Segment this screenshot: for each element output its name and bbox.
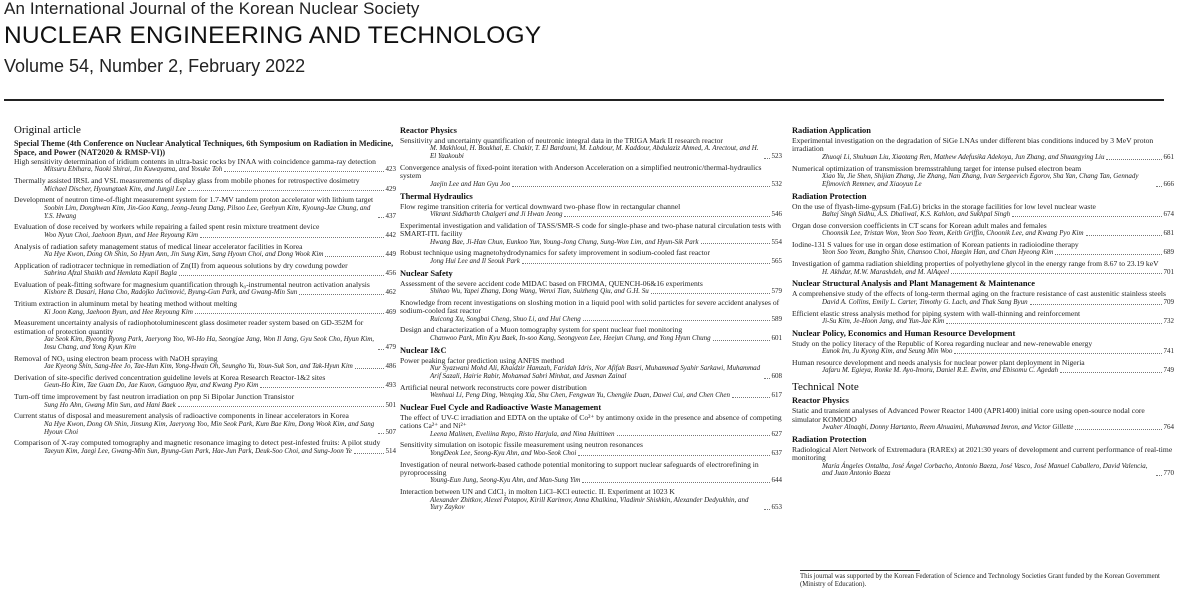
- article-authors-line: [14, 363, 396, 371]
- article-title[interactable]: Efficient elastic stress analysis method for piping system with wall-thinning and reinforcement: [792, 308, 1081, 318]
- technical-note-heading: Technical Note: [792, 381, 859, 394]
- page-number: 709: [1163, 297, 1174, 306]
- article-title[interactable]: Design and characterization of a Muon tomography system for spent nuclear fuel monitoring: [400, 325, 683, 335]
- article-authors: Geun-Ho Kim, Tae Guan Do, Jae Kuon, Ganguoo Ryu, and Kwang Pyo Kim: [44, 381, 259, 390]
- article-authors-line: [14, 289, 396, 297]
- article-authors: Sabrina Afzal Shaikh and Hemlata Kapil Bagla: [44, 269, 177, 278]
- article-authors: Ji-Su Kim, Je-Hoon Jang, and Yun-Jae Kim: [822, 317, 945, 326]
- article-authors-line: [400, 335, 782, 343]
- page-number: 429: [385, 184, 396, 193]
- leader-dots: [583, 320, 770, 321]
- article-entry[interactable]: [792, 165, 1174, 189]
- leader-dots: [764, 378, 770, 379]
- original-article-heading: Original article: [14, 124, 81, 136]
- article-authors: Taeyun Kim, Jaegi Lee, Gwang-Min Sun, Byung-Gun Park, Hae-Jun Park, Deuk-Soo Choi, and Sung-Joon Ye: [44, 446, 352, 455]
- article-authors-line: [14, 448, 396, 456]
- leader-dots: [1075, 429, 1161, 430]
- article-authors: Soobin Lim, Donghwan Kim, Jin-Goo Kang, Jeong-Jeung Dang, Pilsoo Lee, Geehyun Kim, Kyoung-Jae Chung, and Y.S. Hwang: [44, 203, 371, 220]
- article-authors-line: [14, 336, 396, 352]
- article-entry[interactable]: [14, 412, 396, 436]
- page-number: 732: [1163, 317, 1174, 326]
- article-authors-line: [400, 239, 782, 247]
- article-entry[interactable]: [792, 241, 1174, 257]
- article-entry[interactable]: [400, 414, 782, 439]
- leader-dots: [1086, 235, 1162, 236]
- article-authors: Vikrant Siddharth Chalgeri and Ji Hwan Jeong: [430, 210, 563, 219]
- article-authors: Jae Kyeong Shin, Sang-Hee Jo, Tae-Hun Kim, Yong-Hwan Oh, Seungho Yu, Youn-Suk Son, and Tak-Hyun Kim: [44, 362, 353, 371]
- article-entry[interactable]: [14, 243, 396, 259]
- page-number: 514: [385, 446, 396, 455]
- article-title[interactable]: Comparison of X-ray computed tomography and magnetic resonance imaging to detect pest-infested fruits: A pilot study: [14, 438, 381, 448]
- toc-column-2: [400, 124, 782, 515]
- leader-dots: [764, 158, 770, 159]
- article-title[interactable]: Analysis of radiation safety management status of medical linear accelerator facilities in Korea: [14, 241, 303, 251]
- article-title[interactable]: Turn-off time improvement by fast neutron irradiation on pnp Si Bipolar Junction Transistor: [14, 392, 295, 402]
- page-number: 462: [385, 288, 396, 297]
- leader-dots: [764, 509, 770, 510]
- article-title[interactable]: Tritium extraction in aluminum metal by heating method without melting: [14, 299, 238, 309]
- article-authors: María Ángeles Ontalba, José Ángel Corbacho, Antonio Baeza, José Vasco, José Manuel Caballero, David Valencia, and Juan Antonio Baeza: [822, 461, 1148, 478]
- page-number: 661: [1163, 152, 1174, 161]
- page-number: 579: [771, 287, 782, 296]
- article-entry[interactable]: [400, 326, 782, 342]
- page-number: 442: [385, 230, 396, 239]
- article-title[interactable]: Experimental investigation and validation of TASS/SMR-S code for single-phase and two-phase natural circulation tests with SMART-ITL facility: [400, 220, 781, 239]
- article-title[interactable]: Human resource development and needs analysis for nuclear power plant deployment in Nigeria: [792, 358, 1085, 368]
- article-authors-line: [792, 154, 1174, 162]
- article-authors: Jong Hui Lee and Il Seouk Park: [430, 256, 520, 265]
- article-entry[interactable]: [792, 222, 1174, 238]
- article-entry[interactable]: [14, 393, 396, 409]
- leader-dots: [179, 275, 384, 276]
- article-authors: Shihao Wu, Yapei Zhang, Dong Wang, Wenxi Tian, Suizheng Qiu, and G.H. Su: [430, 287, 649, 296]
- leader-dots: [378, 349, 384, 350]
- article-authors-line: [792, 367, 1174, 375]
- article-entry[interactable]: [400, 137, 782, 161]
- toc-column-1: [14, 124, 396, 459]
- col1-article-list: [14, 158, 396, 456]
- article-title[interactable]: Removal of NOₓ using electron beam process with NaOH spraying: [14, 353, 218, 363]
- article-authors-line: [792, 299, 1174, 307]
- section-heading: Nuclear I&C: [400, 345, 447, 355]
- article-authors: Ruicong Xu, Songbai Cheng, Shuo Li, and Hui Cheng: [430, 314, 581, 323]
- page-number: 546: [771, 210, 782, 219]
- page-number: 493: [385, 381, 396, 390]
- section-heading: Nuclear Fuel Cycle and Radioactive Waste Management: [400, 402, 602, 412]
- leader-dots: [1156, 186, 1162, 187]
- leader-dots: [1012, 216, 1161, 217]
- leader-dots: [617, 435, 770, 436]
- article-entry[interactable]: [400, 357, 782, 381]
- article-title[interactable]: Measurement uncertainty analysis of radiophotoluminescent glass dosimeter reader system based on GD-352M for estimation of protection quantity: [14, 318, 364, 336]
- article-authors: Nur Syazwani Mohd Ali, Khaidzir Hamzah, Faridah Idris, Nor Afifah Basri, Muhammad Syahir Sarkawi, Muhammad Arif Sazali, Hairie Rabir, Mohamad Sabri Minhat, and Jasman Zainal: [430, 364, 761, 380]
- article-title[interactable]: Sensitivity simulation on isotopic fissile measurement using neutron resonances: [400, 440, 643, 450]
- article-authors-line: [400, 477, 782, 485]
- article-entry[interactable]: [14, 158, 396, 174]
- article-entry[interactable]: [792, 137, 1174, 162]
- section-heading: Radiation Protection: [792, 191, 867, 201]
- article-entry[interactable]: [792, 290, 1174, 306]
- article-authors: Choonsik Lee, Tristan Won, Yeon Soo Yeom, Keith Griffin, Choonik Lee, and Kwang Pyo Kim: [822, 229, 1084, 238]
- article-title[interactable]: Sensitivity and uncertainty quantification of neutronic integral data in the TRIGA Mark II research reactor: [400, 136, 723, 145]
- article-title[interactable]: Flow regime transition criteria for vertical downward two-phase flow in rectangular channel: [400, 201, 681, 211]
- page-number: 674: [1163, 210, 1174, 219]
- article-authors-line: [400, 392, 782, 400]
- page-number: 617: [771, 391, 782, 400]
- article-title[interactable]: Development of neutron time-of-flight measurement system for 1.7-MV tandem proton accelerator with lithium target: [14, 195, 374, 205]
- article-entry[interactable]: [400, 280, 782, 296]
- article-authors: Baltej Singh Sidhu, A.S. Dhaliwal, K.S. Kahlon, and Sukhpal Singh: [822, 210, 1011, 219]
- section-heading: Nuclear Structural Analysis and Plant Management & Maintenance: [792, 279, 1035, 289]
- article-authors-line: [400, 258, 782, 266]
- article-title[interactable]: Evaluation of dose received by workers while repairing a failed spent resin mixture treatment device: [14, 222, 320, 232]
- leader-dots: [578, 455, 769, 456]
- article-authors-line: [792, 249, 1174, 257]
- article-entry[interactable]: [400, 222, 782, 247]
- page-number: 437: [385, 211, 396, 220]
- leader-dots: [701, 243, 770, 244]
- page-number: 456: [385, 269, 396, 278]
- article-authors: Jaejin Lee and Han Gyu Joo: [430, 179, 511, 188]
- page-number: 689: [1163, 248, 1174, 257]
- article-title[interactable]: Thermally assisted IRSL and VSL measurements of display glass from mobile phones for retrospective dosimetry: [14, 176, 360, 186]
- leader-dots: [732, 397, 769, 398]
- article-title[interactable]: Investigation of neural network-based cathode potential monitoring to support nuclear safeguards of electrorefining in pyroprocessing: [400, 459, 759, 478]
- leader-dots: [188, 190, 384, 191]
- article-authors-line: [400, 316, 782, 324]
- article-authors-line: [792, 173, 1174, 189]
- toc-column-3: [792, 124, 1174, 481]
- article-title[interactable]: Current status of disposal and measurement analysis of radioactive components in linear accelerators in Korea: [14, 411, 349, 421]
- society-name: An International Journal of the Korean Nuclear Society: [4, 0, 420, 18]
- article-title[interactable]: Robust technique using magnetohydrodynamics for safety improvement in sodium-cooled fast reactor: [400, 248, 711, 258]
- section-heading: Thermal Hydraulics: [400, 191, 473, 201]
- leader-dots: [713, 340, 770, 341]
- leader-dots: [1055, 254, 1161, 255]
- page-number: 554: [771, 237, 782, 246]
- page-number: 681: [1163, 229, 1174, 238]
- article-authors-line: [14, 309, 396, 317]
- article-entry[interactable]: [400, 249, 782, 265]
- leader-dots: [522, 263, 770, 264]
- page-number: 501: [385, 400, 396, 409]
- article-authors: Michael Discher, Hyoungtaek Kim, and Jungil Lee: [44, 184, 186, 193]
- article-authors-line: [400, 145, 782, 161]
- page-number: 589: [771, 314, 782, 323]
- article-authors: Na Hye Kwon, Dong Oh Shin, Jinsung Kim, Jaeryong Yoo, Min Seok Park, Kum Bae Kim, Dong Wook Kim, and Sang Hyoun Choi: [44, 419, 375, 436]
- leader-dots: [651, 293, 770, 294]
- page-number: 653: [771, 503, 782, 512]
- article-entry[interactable]: [14, 223, 396, 239]
- article-authors: Jwaher Alnaqbi, Donny Hartanto, Reem Alnuaimi, Muhammad Imron, and Victor Gillette: [822, 423, 1074, 432]
- leader-dots: [200, 237, 383, 238]
- article-authors-line: [14, 402, 396, 410]
- special-theme-text: (4th Conference on Nuclear Analytical Techniques, 6th Symposium on Radiation in Medicine, Space, and Power (NAT2020 & RMSP-VI)): [14, 139, 394, 157]
- article-authors-line: [792, 269, 1174, 277]
- page-number: 479: [385, 343, 396, 352]
- article-authors-line: [400, 431, 782, 439]
- article-authors: Young-Eun Jung, Seong-Kyu Ahn, and Man-Sung Yim: [430, 476, 581, 485]
- article-authors: YongDeok Lee, Seong-Kyu Ahn, and Woo-Seok Choi: [430, 448, 577, 457]
- leader-dots: [946, 323, 1161, 324]
- page-number: 770: [1163, 469, 1174, 478]
- article-authors: Yeon Soo Yeom, Bangho Shin, Chansoo Choi, Haegin Han, and Chan Hyeong Kim: [822, 248, 1054, 257]
- article-entry[interactable]: [14, 355, 396, 371]
- article-entry[interactable]: [14, 439, 396, 455]
- article-title[interactable]: High sensitivity determination of iridium contents in ultra-basic rocks by INAA with coincidence gamma-ray detection: [14, 157, 376, 166]
- page-number: 627: [771, 429, 782, 438]
- section-heading: Nuclear Policy, Economics and Human Resource Development: [792, 328, 1016, 338]
- section-heading: Nuclear Safety: [400, 268, 453, 278]
- article-title[interactable]: Experimental investigation on the degradation of SiGe LNAs under different bias conditions induced by 3 MeV proton irradiation: [792, 136, 1154, 154]
- page-number: 741: [1163, 347, 1174, 356]
- article-entry[interactable]: [792, 446, 1174, 478]
- leader-dots: [1030, 304, 1162, 305]
- article-authors-line: [792, 463, 1174, 479]
- article-entry[interactable]: [400, 488, 782, 512]
- article-title[interactable]: Convergence analysis of fixed-point iteration with Anderson Acceleration on a simplified neutronic/thermal-hydraulics system: [400, 163, 762, 181]
- article-entry[interactable]: [792, 203, 1174, 219]
- page-number: 507: [385, 427, 396, 436]
- article-title[interactable]: A comprehensive study of the effects of long-term thermal aging on the fracture resistance of cast austenitic stainless steels: [792, 289, 1166, 299]
- page-number: 608: [771, 371, 782, 380]
- article-title[interactable]: Derivation of site-specific derived concentration guideline levels at Korea Research Reactor-1&2 sites: [14, 373, 326, 383]
- article-entry[interactable]: [14, 319, 396, 351]
- article-authors-line: [14, 232, 396, 240]
- article-title[interactable]: The effect of UV-C irradiation and EDTA on the uptake of Co²⁺ by antimony oxide in the presence and absence of competing cations Ca²⁺ and Ni²⁺: [400, 412, 782, 431]
- leader-dots: [354, 453, 384, 454]
- article-entry[interactable]: [792, 260, 1174, 276]
- article-title[interactable]: Study on the policy literacy of the Republic of Korea regarding nuclear and new-renewable energy: [792, 338, 1093, 348]
- header-rule: [4, 99, 1164, 101]
- article-authors-line: [400, 450, 782, 458]
- article-title[interactable]: Power peaking factor prediction using ANFIS method: [400, 355, 565, 365]
- article-title[interactable]: Radiological Alert Network of Extremadura (RAREx) at 2021:30 years of development and current performance of real-time monitoring: [792, 444, 1173, 463]
- article-title[interactable]: Static and transient analyses of Advanced Power Reactor 1400 (APR1400) initial core using open-source nodal core simulator KOMODO: [792, 406, 1145, 424]
- article-authors-line: [792, 211, 1174, 219]
- article-authors: M. Makhloul, H. Boukhal, E. Chakir, T. El Bardouni, M. Lahdour, M. Kaddour, Abdulaziz Ahmed, A. Arectout, and H. El Yaakoubi: [430, 144, 759, 161]
- section-heading: Reactor Physics: [400, 126, 457, 135]
- article-authors: Mitsuru Ebihara, Naoki Shirai, Jin Kuwayama, and Yosuke Toh: [44, 165, 223, 174]
- article-authors: Xiao Yu, Jie Shen, Shijian Zhang, Jie Zhang, Nan Zhang, Ivan Sergeevich Egorov, Sha Yan, Chang Tan, Gennady Efimovich Remnev, and Xiaoyun Le: [822, 172, 1139, 188]
- article-entry[interactable]: [400, 384, 782, 400]
- article-authors: Kishore B. Dasari, Hana Cho, Radojko Jaćimović, Byung-Gun Park, and Gwang-Min Sun: [44, 288, 298, 297]
- page-number: 637: [771, 448, 782, 457]
- article-authors-line: [400, 288, 782, 296]
- page-number: 565: [771, 256, 782, 265]
- article-authors: H. Akhdar, M.W. Marashdeh, and M. AlAqeel: [822, 267, 950, 276]
- journal-title: NUCLEAR ENGINEERING AND TECHNOLOGY: [4, 22, 542, 49]
- col3-section-list: [792, 126, 1174, 375]
- article-authors: Chanwoo Park, Min Kyu Baek, In-soo Kang, Seongyeon Lee, Heejun Chung, and Yong Hyun Chung: [430, 333, 711, 342]
- page-number: 644: [771, 476, 782, 485]
- article-title[interactable]: Artificial neural network reconstructs core power distribution: [400, 382, 587, 392]
- article-title[interactable]: Organ dose conversion coefficients in CT scans for Korean adult males and females: [792, 220, 1047, 230]
- article-authors-line: [792, 318, 1174, 326]
- article-authors-line: [792, 424, 1174, 432]
- page-number: 701: [1163, 267, 1174, 276]
- article-entry[interactable]: [14, 262, 396, 278]
- article-title[interactable]: Assessment of the severe accident code MIDAC based on FROMA, QUENCH-06&16 experiments: [400, 278, 703, 288]
- leader-dots: [260, 387, 383, 388]
- leader-dots: [1060, 372, 1161, 373]
- article-title[interactable]: Iodine-131 S values for use in organ dose estimation of Korean patients in radioiodine therapy: [792, 240, 1079, 250]
- article-entry[interactable]: [14, 300, 396, 316]
- col2-section-list: [400, 126, 782, 512]
- article-entry[interactable]: [400, 461, 782, 486]
- section-heading: Reactor Physics: [792, 396, 849, 406]
- special-theme-label: Special Theme: [14, 139, 66, 148]
- article-authors: Woo Nyun Choi, Jaehoon Byun, and Hee Reyoung Kim: [44, 230, 199, 239]
- page-number: 749: [1163, 366, 1174, 375]
- leader-dots: [378, 217, 384, 218]
- article-entry[interactable]: [14, 177, 396, 193]
- article-authors-line: [400, 211, 782, 219]
- article-authors: Na Hye Kwon, Dong Oh Shin, So Hyun Ann, Jin Sung Kim, Sang Hyoun Choi, and Dong Wook Kim: [44, 250, 324, 259]
- leader-dots: [378, 433, 384, 434]
- page-number: 666: [1163, 179, 1174, 188]
- article-entry[interactable]: [400, 441, 782, 457]
- leader-dots: [582, 482, 769, 483]
- article-authors: Hwang Bae, Ji-Han Chun, Eunkoo Yun, Young-Jong Chung, Sung-Won Lim, and Hyun-Sik Park: [430, 237, 699, 246]
- article-authors-line: [400, 497, 782, 513]
- article-authors: Jae Seok Kim, Byeong Ryong Park, Jaeryong Yoo, Wi-Ho Ha, Seongjae Jang, Won Il Jang, Gyu Seok Cho, Hyun Kim, Insu Chang, and Yong Kyun Kim: [44, 335, 375, 352]
- leader-dots: [512, 186, 769, 187]
- volume-info: Volume 54, Number 2, February 2022: [4, 56, 306, 76]
- footnote: This journal was supported by the Korean Federation of Science and Technology Societies Grant funded by the Korean Government (Ministry of Education).: [800, 573, 1160, 588]
- page-number: 601: [771, 333, 782, 342]
- section-heading: Radiation Protection: [792, 434, 867, 444]
- article-title[interactable]: Evaluation of peak-fitting software for magnesium quantification through k₀-instrumental neutron activation analysis: [14, 280, 370, 290]
- article-authors: Ki Joon Kang, Jaehoon Byun, and Hee Reyoung Kim: [44, 307, 193, 316]
- leader-dots: [355, 368, 384, 369]
- article-title[interactable]: Application of radiotracer technique in remediation of Zn(II) from aqueous solutions by dry cowdung powder: [14, 260, 348, 270]
- page-number: 523: [771, 152, 782, 161]
- leader-dots: [564, 216, 769, 217]
- article-authors-line: [14, 251, 396, 259]
- page-number: 423: [385, 165, 396, 174]
- leader-dots: [325, 256, 383, 257]
- page-number: 449: [385, 250, 396, 259]
- article-authors-line: [14, 166, 396, 174]
- article-title[interactable]: Numerical optimization of transmission bremsstrahlung target for intense pulsed electron beam: [792, 163, 1082, 173]
- article-authors-line: [792, 230, 1174, 238]
- article-authors-line: [14, 186, 396, 194]
- leader-dots: [1106, 159, 1161, 160]
- article-authors-line: [400, 365, 782, 381]
- article-entry[interactable]: [792, 310, 1174, 326]
- leader-dots: [224, 171, 383, 172]
- article-entry[interactable]: [792, 340, 1174, 356]
- article-entry[interactable]: [14, 281, 396, 297]
- technical-note-list: [792, 396, 1174, 478]
- leader-dots: [178, 406, 384, 407]
- footnote-rule: [800, 570, 920, 571]
- article-entry[interactable]: [400, 203, 782, 219]
- article-authors: Sung Ho Ahn, Gwang Min Sun, and Hani Baek: [44, 400, 176, 409]
- page-number: 532: [771, 179, 782, 188]
- article-authors: David A. Collins, Emily L. Carter, Timothy G. Lach, and Thak Sang Byun: [822, 297, 1028, 306]
- leader-dots: [299, 294, 383, 295]
- article-authors: Alexander Zhitkov, Alexei Potapov, Kirill Karimov, Anna Khalkina, Vladimir Shishkin, Alexander Dedyukhin, and Yury Zaykov: [430, 495, 749, 512]
- article-authors: Leena Malinen, Eveliina Repo, Risto Harjula, and Nina Huittinen: [430, 429, 615, 438]
- article-authors-line: [792, 348, 1174, 356]
- article-authors: Jafaru M. Egieya, Ronke M. Ayo-Imoru, Daniel R.E. Ewim, and Ebisomu C. Agedah: [822, 366, 1059, 375]
- leader-dots: [1156, 475, 1162, 476]
- article-authors: Eunok Im, Ju Kyong Kim, and Seung Min Woo: [822, 347, 953, 356]
- article-authors: Zhuoqi Li, Shuhuan Liu, Xiaotang Ren, Mathew Adefusika Adekoya, Jun Zhang, and Shuangying Liu: [822, 152, 1105, 161]
- special-theme: [14, 139, 396, 157]
- leader-dots: [951, 273, 1161, 274]
- article-entry[interactable]: [400, 164, 782, 189]
- article-entry[interactable]: [792, 359, 1174, 375]
- article-authors-line: [14, 421, 396, 437]
- page-number: 486: [385, 362, 396, 371]
- article-title[interactable]: Interaction between UN and CdCl₂ in molten LiCl–KCl eutectic. II. Experiment at 1023 K: [400, 487, 675, 497]
- article-authors-line: [14, 382, 396, 390]
- article-entry[interactable]: [792, 407, 1174, 432]
- article-authors: Wenhuai Li, Peng Ding, Wenqing Xia, Shu Chen, Fengwan Yu, Chengjie Duan, Dawei Cui, and Chen Chen: [430, 391, 731, 400]
- journal-header: [4, 0, 1184, 76]
- section-heading: Radiation Application: [792, 126, 871, 135]
- article-entry[interactable]: [400, 299, 782, 324]
- article-authors-line: [400, 181, 782, 189]
- article-title[interactable]: Investigation of gamma radiation shielding properties of polyethylene glycol in the energy range from 8.67 to 23.19 keV: [792, 259, 1159, 269]
- leader-dots: [195, 313, 384, 314]
- article-entry[interactable]: [14, 196, 396, 220]
- article-authors-line: [14, 270, 396, 278]
- article-title[interactable]: On the use of flyash-lime-gypsum (FaLG) bricks in the storage facilities for low level nuclear waste: [792, 201, 1096, 211]
- page-number: 469: [385, 307, 396, 316]
- article-title[interactable]: Knowledge from recent investigations on sloshing motion in a liquid pool with solid particles for severe accident analyses of sodium-cooled fast reactor: [400, 297, 780, 316]
- article-entry[interactable]: [14, 374, 396, 390]
- page-number: 764: [1163, 423, 1174, 432]
- article-authors-line: [14, 205, 396, 221]
- leader-dots: [954, 353, 1161, 354]
